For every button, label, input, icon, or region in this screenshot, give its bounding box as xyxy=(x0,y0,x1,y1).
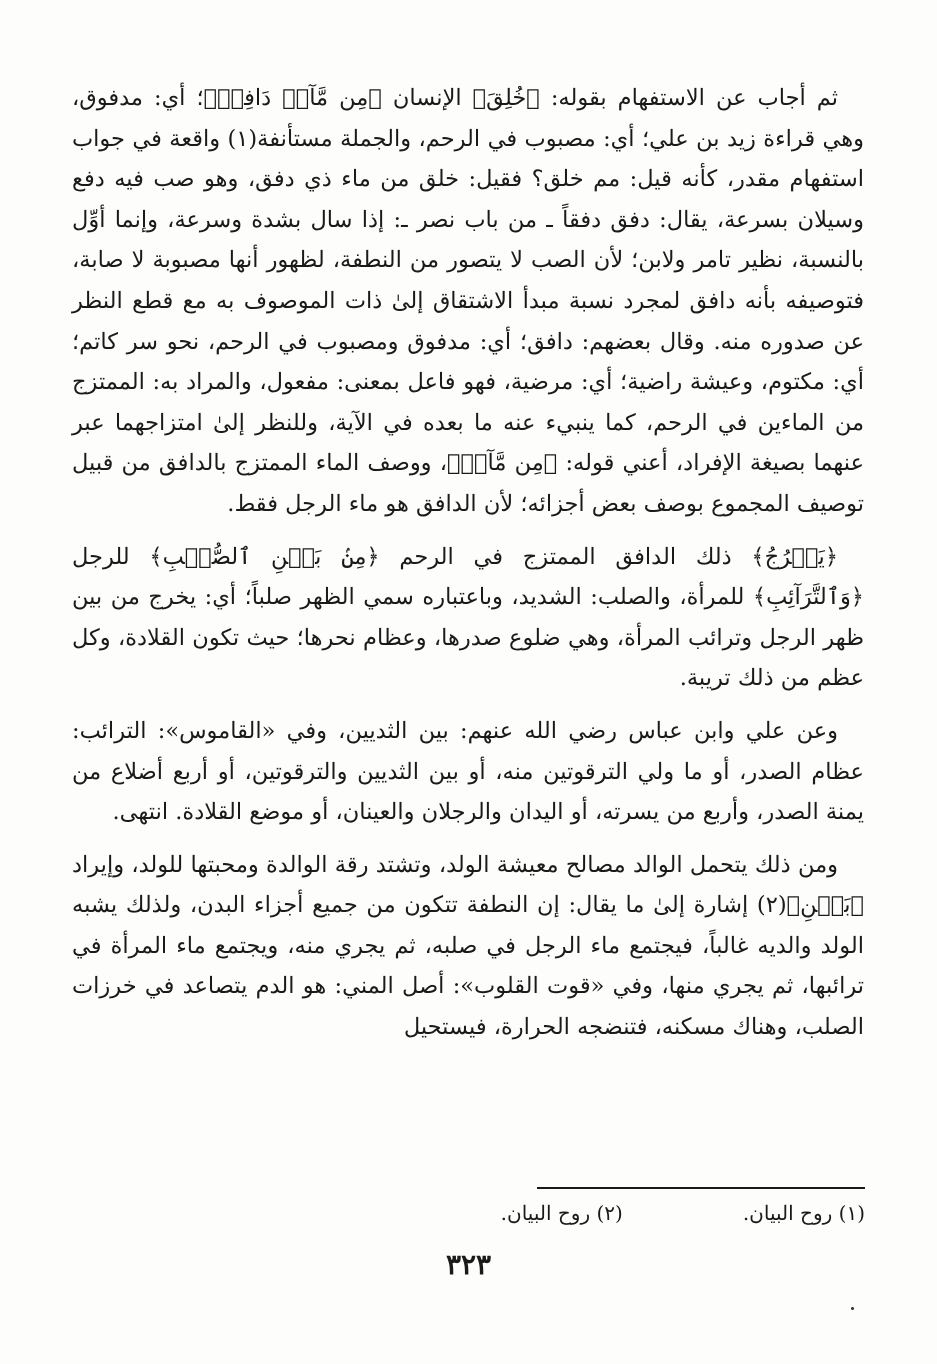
paragraph-3: وعن علي وابن عباس رضي الله عنهم: بين الثديين، وفي «القاموس»: الترائب: عظام الصدر، أو ما ولي الترقوتين منه، أو بين الثديين والترقوتين، أو أربع أضلاع من يمنة الصدر، وأربع من يسرته، أو اليدان والرجلان والعينان، أو موضع القلادة. انتهى. xyxy=(72,717,864,826)
paragraph-4: ومن ذلك يتحمل الوالد مصالح معيشة الولد، وتشتد رقة الوالدة ومحبتها للولد، وإيراد ﴿بَيۡنِ﴾(٢) إشارة إلىٰ ما يقال: إن النطفة تتكون من جميع أجزاء البدن، ولذلك يشبه الولد والديه غالباً، فيجتمع ماء الرجل في صلبه، ثم يجري منه، ويجتمع ماء المرأة في ترائبها، ثم يجري منها، وفي «قوت القلوب»: أصل المني: هو الدم يتصاعد في خرزات الصلب، وهناك مسكنه، فتنضجه الحرارة، فيستحيل xyxy=(72,851,864,1041)
page-body xyxy=(72,78,864,1048)
paragraph-1: ثم أجاب عن الاستفهام بقوله: ﴿خُلِقَ﴾ الإنسان ﴿مِن مَّآءٖ دَافِقٖ﴾؛ أي: مدفوق، وهي قراءة زيد بن علي؛ أي: مصبوب في الرحم، والجملة مستأنفة(١) واقعة في جواب استفهام مقدر، كأنه قيل: مم خلق؟ فقيل: خلق من ماء ذي دفق، وهو صب فيه دفع وسيلان بسرعة، يقال: دفق دفقاً ـ من باب نصر ـ: إذا سال بشدة وسرعة، وإنما أوِّل بالنسبة، نظير تامر ولابن؛ لأن الصب لا يتصور من النطفة، لظهور أنها مصبوبة لا صابة، فتوصيفه بأنه دافق لمجرد نسبة مبدأ الاشتقاق إلىٰ ذات الموصوف به مع قطع النظر عن صدوره منه. وقال بعضهم: دافق؛ أي: مدفوق ومصبوب في الرحم، نحو سر كاتم؛ أي: مكتوم، وعيشة راضية؛ أي: مرضية، فهو فاعل بمعنى: مفعول، والمراد به: الممتزج من الماءين في الرحم، كما ينبيء عنه ما بعده في الآية، وللنظر إلىٰ امتزاجهما عبر عنهما بصيغة الإفراد، أعني قوله: ﴿مِن مَّآءٖ﴾، ووصف الماء الممتزج بالدافق من قبيل توصيف المجموع بوصف بعض أجزائه؛ لأن الدافق هو ماء الرجل فقط. xyxy=(72,85,864,517)
page-number: ٣٢٣ xyxy=(445,1248,492,1281)
scan-speck xyxy=(851,1307,854,1310)
footnote-1: (١) روح البيان. xyxy=(742,1201,865,1225)
footnotes xyxy=(305,1198,865,1228)
paragraph-2: ﴿يَخۡرُجُ﴾ ذلك الدافق الممتزج في الرحم ﴿مِنۢ بَيۡنِ ٱلصُّلۡبِ﴾ للرجل ﴿وَٱلتَّرَآئِبِ﴾ للمرأة، والصلب: الشديد، وباعتباره سمي الظهر صلباً؛ أي: يخرج من بين ظهر الرجل وترائب المرأة، وهي ضلوع صدرها، وعظام نحرها؛ حيث تكون القلادة، وكل عظم من ذلك تريبة. xyxy=(72,543,864,692)
footnote-divider xyxy=(537,1187,865,1189)
footnote-2: (٢) روح البيان. xyxy=(500,1201,623,1225)
